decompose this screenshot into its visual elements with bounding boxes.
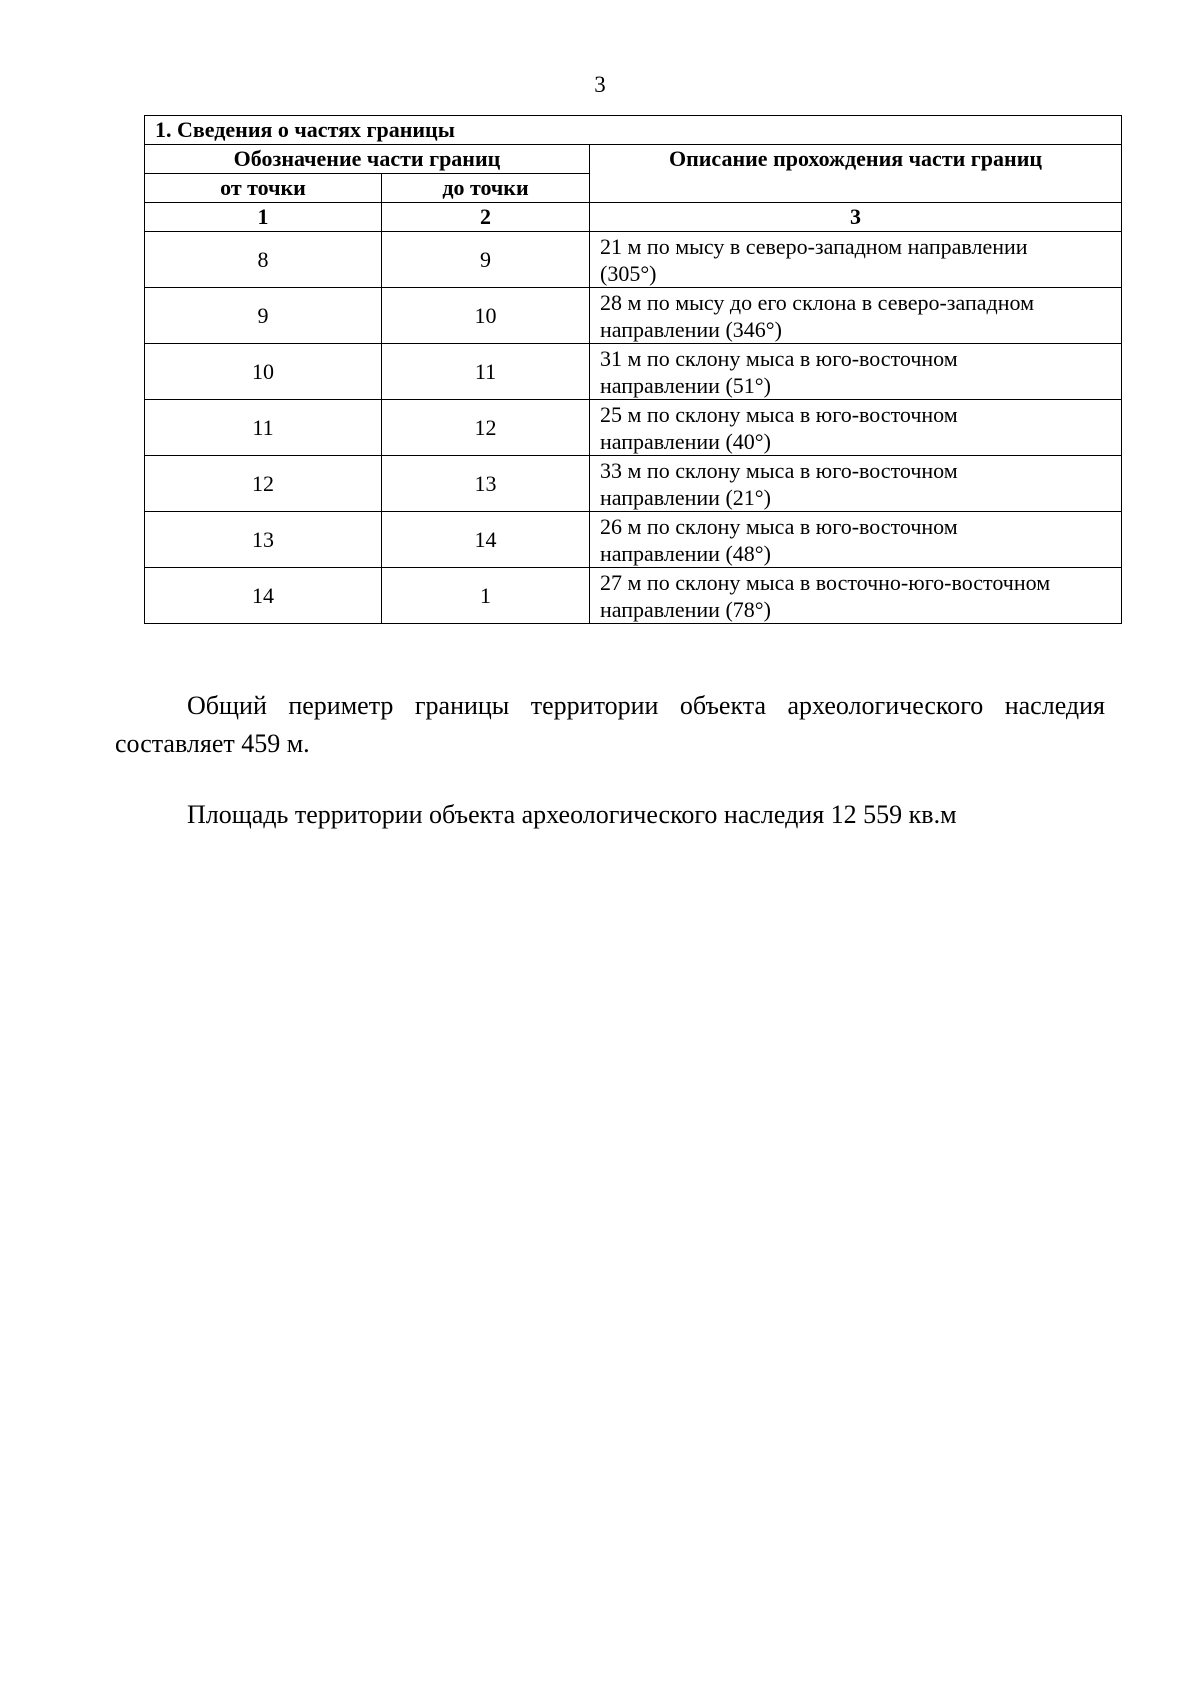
from-point-cell: 14 [145,568,382,624]
description-cell [590,400,1122,456]
column-numbers-row [145,203,1122,232]
description-line: 26 м по склону мыса в юго-восточном [600,513,958,539]
description-line: направлении (48°) [600,540,771,566]
table-header-row [145,145,1122,174]
boundary-parts-table [144,115,1122,624]
description-line: направлении (21°) [600,484,771,510]
table-row [145,456,1122,512]
description-cell [590,568,1122,624]
description-cell [590,456,1122,512]
perimeter-paragraph [115,687,1105,763]
to-point-cell: 10 [382,288,590,344]
description-line: направлении (51°) [600,372,771,398]
header-from-point: от точки [145,174,382,203]
table-row [145,568,1122,624]
from-point-cell: 10 [145,344,382,400]
to-point-cell: 1 [382,568,590,624]
description-line: 27 м по склону мыса в восточно-юго-восточном [600,569,1051,595]
to-point-cell: 11 [382,344,590,400]
description-cell [590,512,1122,568]
from-point-cell: 13 [145,512,382,568]
to-point-cell: 14 [382,512,590,568]
description-line: (305°) [600,260,657,286]
table-row [145,400,1122,456]
page-number: 3 [594,72,606,97]
header-designation: Обозначение части границ [145,145,590,174]
table-row [145,344,1122,400]
header-to-point: до точки [382,174,590,203]
column-number: 3 [590,203,1122,232]
column-number: 2 [382,203,590,232]
description-line: 33 м по склону мыса в юго-восточном [600,457,958,483]
description-line: 31 м по склону мыса в юго-восточном [600,345,958,371]
table-row [145,288,1122,344]
from-point-cell: 11 [145,400,382,456]
table-title-row [145,116,1122,145]
perimeter-text: Общий периметр границы территории объекта археологического наследия составляет 459 м. [115,691,1105,758]
area-text: Площадь территории объекта археологического наследия 12 559 кв.м [187,800,957,829]
description-cell [590,232,1122,288]
from-point-cell: 9 [145,288,382,344]
description-cell [590,344,1122,400]
description-line: направлении (346°) [600,316,782,342]
header-description: Описание прохождения части границ [590,145,1122,203]
to-point-cell: 12 [382,400,590,456]
description-line: направлении (40°) [600,428,771,454]
area-paragraph [115,796,1105,834]
from-point-cell: 12 [145,456,382,512]
column-number: 1 [145,203,382,232]
description-line: 28 м по мысу до его склона в северо-западном [600,289,1034,315]
table-title: 1. Сведения о частях границы [145,116,1122,145]
description-line: направлении (78°) [600,596,771,622]
table-row [145,232,1122,288]
to-point-cell: 13 [382,456,590,512]
description-line: 25 м по склону мыса в юго-восточном [600,401,958,427]
description-cell [590,288,1122,344]
table-row [145,512,1122,568]
to-point-cell: 9 [382,232,590,288]
description-line: 21 м по мысу в северо-западном направлении [600,233,1028,259]
from-point-cell: 8 [145,232,382,288]
